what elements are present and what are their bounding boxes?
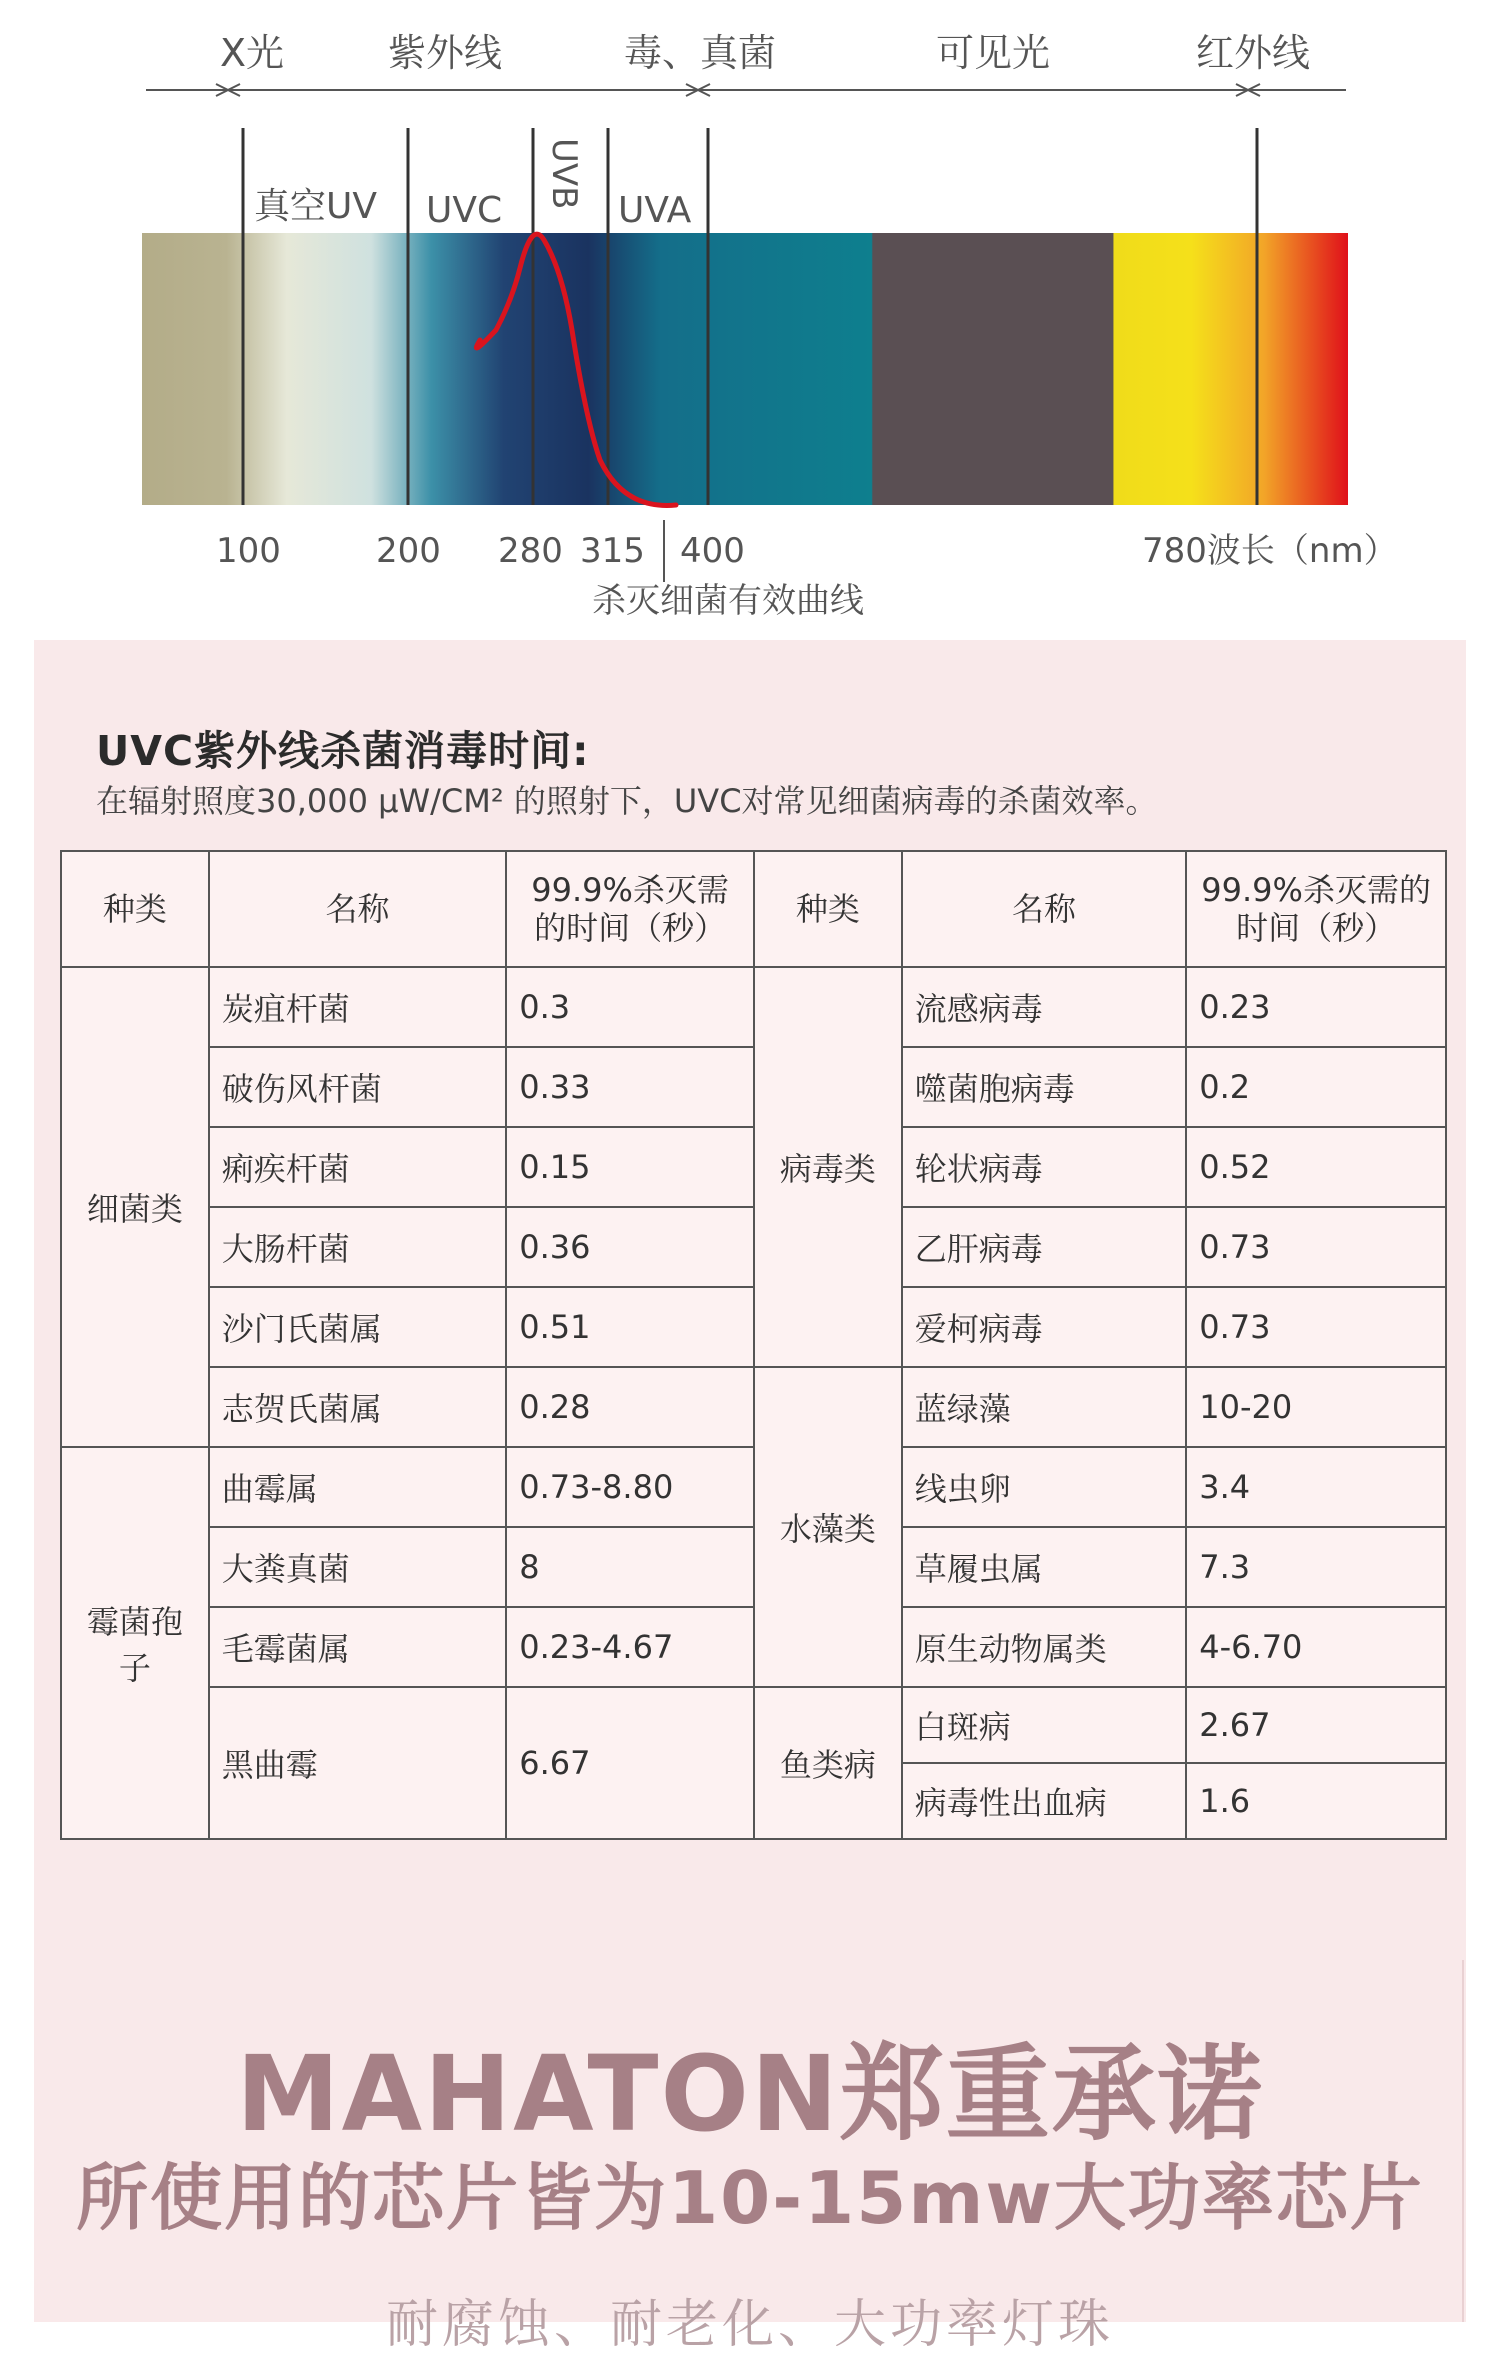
tick-280: 280 [498,531,563,571]
row-name: 黑曲霉 [209,1687,506,1839]
row-name: 轮状病毒 [902,1127,1186,1207]
header-kind: 种类 [61,851,209,967]
row-name: 炭疽杆菌 [209,967,506,1047]
table-row [61,1287,1446,1367]
row-name: 爱柯病毒 [902,1287,1186,1367]
row-time: 0.73 [1186,1287,1446,1367]
group-algae: 水藻类 [754,1367,902,1687]
row-name: 大粪真菌 [209,1527,506,1607]
tick-315: 315 [580,531,645,571]
row-name: 原生动物属类 [902,1607,1186,1687]
group-virus: 病毒类 [754,967,902,1367]
row-time: 7.3 [1186,1527,1446,1607]
label-ultraviolet: 紫外线 [388,31,503,75]
section-subtitle: 在辐射照度30,000 μW/CM² 的照射下，UVC对常见细菌病毒的杀菌效率。 [96,782,1158,820]
group-mold-spores: 霉菌孢子 [61,1447,209,1839]
row-name: 曲霉属 [209,1447,506,1527]
row-time: 3.4 [1186,1447,1446,1527]
uv-spectrum-diagram [76,0,1430,625]
left-margin [0,0,34,2322]
row-name: 白斑病 [902,1687,1186,1763]
label-visible-light: 可见光 [936,31,1051,75]
row-time: 1.6 [1186,1763,1446,1839]
row-name: 乙肝病毒 [902,1207,1186,1287]
table-row [61,1127,1446,1207]
tick-100: 100 [216,531,281,571]
section-title: UVC紫外线杀菌消毒时间: [96,727,590,775]
label-xray: X光 [220,31,285,75]
row-name: 线虫卵 [902,1447,1186,1527]
table-row [61,1447,1446,1527]
row-time: 0.36 [506,1207,754,1287]
row-time: 0.73 [1186,1207,1446,1287]
row-time: 0.28 [506,1367,754,1447]
row-name: 大肠杆菌 [209,1207,506,1287]
row-time: 0.3 [506,967,754,1047]
brand-promise-tagline: 耐腐蚀、耐老化、大功率灯珠 [385,2295,1114,2355]
row-name: 流感病毒 [902,967,1186,1047]
row-time: 4-6.70 [1186,1607,1446,1687]
header-time: 99.9%杀灭需的时间（秒） [506,851,754,967]
row-time: 0.15 [506,1127,754,1207]
band-vacuum-uv: 真空UV [254,186,377,227]
band-uvc: UVC [426,190,503,231]
table-header-row [61,851,1446,967]
band-uvb: UVB [544,138,584,210]
header-kind-2: 种类 [754,851,902,967]
sterilization-time-table [60,850,1447,1840]
label-virus-fungi: 毒、真菌 [624,31,777,75]
row-name: 痢疾杆菌 [209,1127,506,1207]
row-time: 0.33 [506,1047,754,1127]
group-fish-disease: 鱼类病 [754,1687,902,1839]
row-name: 病毒性出血病 [902,1763,1186,1839]
spectrum-svg [76,0,1430,625]
tick-200: 200 [376,531,441,571]
label-infrared: 红外线 [1196,31,1311,75]
row-name: 沙门氏菌属 [209,1287,506,1367]
brand-promise-title: MAHATON郑重承诺 [236,2033,1264,2155]
row-time: 0.51 [506,1287,754,1367]
row-time: 0.73-8.80 [506,1447,754,1527]
table-row [61,1367,1446,1447]
row-time: 6.67 [506,1687,754,1839]
header-name: 名称 [209,851,506,967]
row-name: 草履虫属 [902,1527,1186,1607]
tick-400: 400 [680,531,745,571]
row-time: 0.2 [1186,1047,1446,1127]
row-time: 8 [506,1527,754,1607]
spectrum-bar [142,233,1348,505]
group-bacteria: 细菌类 [61,967,209,1447]
right-margin [1466,0,1500,2322]
row-time: 2.67 [1186,1687,1446,1763]
row-time: 0.52 [1186,1127,1446,1207]
row-time: 0.23 [1186,967,1446,1047]
row-name: 噬菌胞病毒 [902,1047,1186,1127]
curve-caption: 杀灭细菌有效曲线 [592,581,864,621]
tick-780-wavelength: 780波长（nm） [1142,531,1398,571]
row-name: 毛霉菌属 [209,1607,506,1687]
table-row [61,1207,1446,1287]
row-name: 蓝绿藻 [902,1367,1186,1447]
table-row [61,967,1446,1047]
row-time: 0.23-4.67 [506,1607,754,1687]
table-row [61,1607,1446,1687]
row-name: 志贺氏菌属 [209,1367,506,1447]
brand-promise-subtitle: 所使用的芯片皆为10-15mw大功率芯片 [76,2156,1424,2240]
table-row [61,1687,1446,1763]
top-range-line [146,84,1346,96]
row-time: 10-20 [1186,1367,1446,1447]
header-time-2: 99.9%杀灭需的时间（秒） [1186,851,1446,967]
row-name: 破伤风杆菌 [209,1047,506,1127]
header-name-2: 名称 [902,851,1186,967]
table-row [61,1527,1446,1607]
table-row [61,1047,1446,1127]
band-uva: UVA [618,190,692,231]
